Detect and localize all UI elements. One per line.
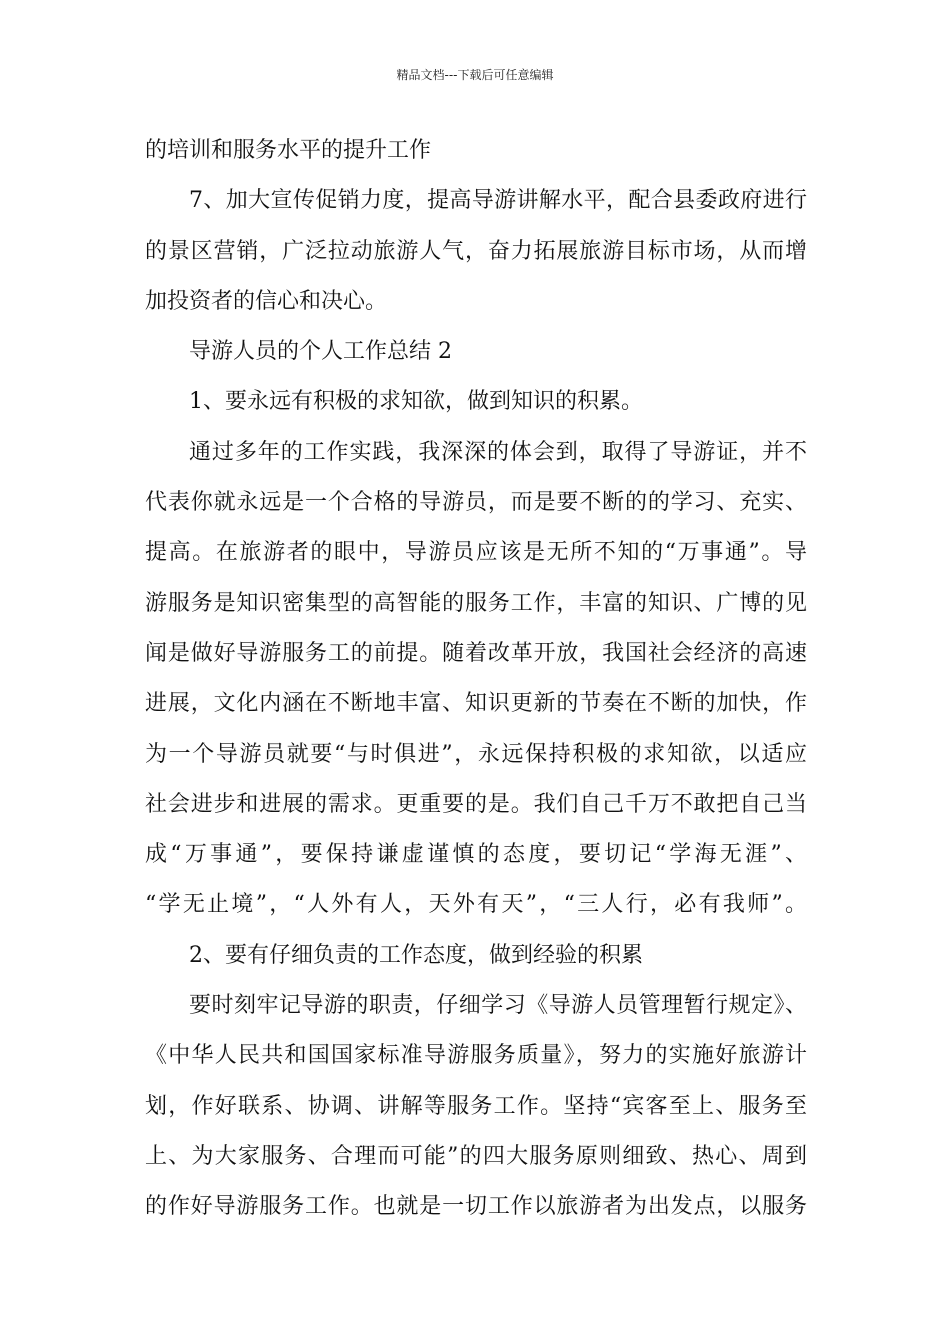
body-text <box>145 126 807 1233</box>
text-line: 《中华人民共和国国家标准导游服务质量》，努力的实施好旅游计 <box>145 1043 807 1069</box>
text-line: 7、加大宣传促销力度，提高导游讲解水平，配合县委政府进行 <box>189 188 807 214</box>
text-line: 成“万事通”，要保持谦虚谨慎的态度，要切记“学海无涯”、 <box>145 842 807 868</box>
text-line: 游服务是知识密集型的高智能的服务工作，丰富的知识、广博的见 <box>145 590 807 616</box>
text-line: 闻是做好导游服务工的前提。随着改革开放，我国社会经济的高速 <box>145 640 807 666</box>
text-line: 上、为大家服务、合理而可能”的四大服务原则细致、热心、周到 <box>145 1143 807 1169</box>
text-line: 社会进步和进展的需求。更重要的是。我们自己千万不敢把自己当 <box>145 791 807 817</box>
text-line: 导游人员的个人工作总结 2 <box>189 339 452 365</box>
text-line: 进展，文化内涵在不断地丰富、知识更新的节奏在不断的加快，作 <box>145 691 807 717</box>
text-line: 的作好导游服务工作。也就是一切工作以旅游者为出发点，以服务 <box>145 1194 807 1220</box>
text-line: 为一个导游员就要“与时俱进”，永远保持积极的求知欲，以适应 <box>145 741 807 767</box>
text-line: 代表你就永远是一个合格的导游员，而是要不断的的学习、充实、 <box>145 490 807 516</box>
text-line: 划，作好联系、协调、讲解等服务工作。坚持“宾客至上、服务至 <box>145 1093 807 1119</box>
text-line: “学无止境”，“人外有人，天外有天”，“三人行，必有我师”。 <box>145 892 807 918</box>
text-line: 要时刻牢记导游的职责，仔细学习《导游人员管理暂行规定》、 <box>189 993 807 1019</box>
text-line: 提高。在旅游者的眼中，导游员应该是无所不知的“万事通”。导 <box>145 540 807 566</box>
text-line: 的景区营销，广泛拉动旅游人气，奋力拓展旅游目标市场，从而增 <box>145 238 807 264</box>
text-line: 2、要有仔细负责的工作态度，做到经验的积累 <box>189 942 643 968</box>
page-header: 精品文档---下载后可任意编辑 <box>396 68 554 82</box>
text-line: 的培训和服务水平的提升工作 <box>145 138 432 163</box>
text-line: 通过多年的工作实践，我深深的体会到，取得了导游证，并不 <box>189 439 807 465</box>
text-line: 加投资者的信心和决心。 <box>145 288 388 314</box>
text-line: 1、要永远有积极的求知欲，做到知识的积累。 <box>189 389 643 415</box>
